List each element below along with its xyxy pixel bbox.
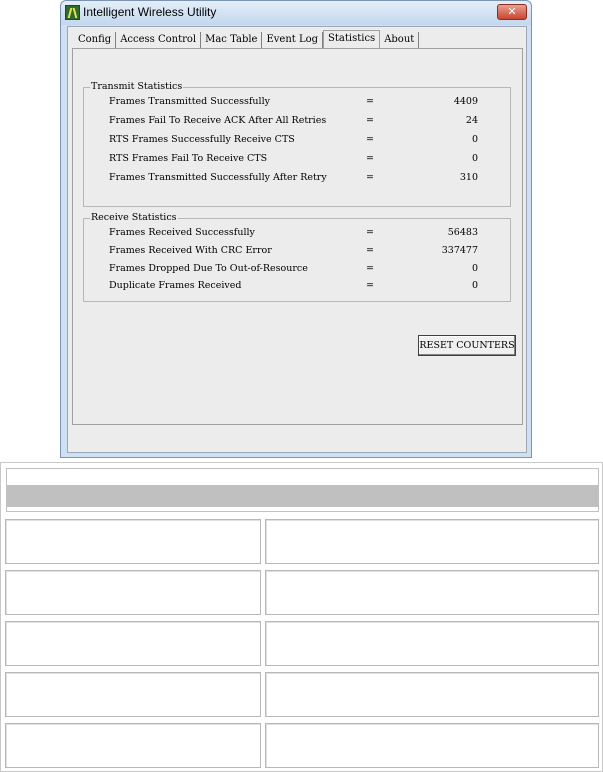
table-header: [7, 485, 598, 507]
tab-strip: [74, 30, 419, 48]
stat-value: 0: [471, 153, 478, 164]
table-cell: [5, 519, 261, 564]
table-cell: [265, 621, 599, 666]
stat-value: 0: [471, 134, 478, 145]
table-cell: [5, 570, 261, 615]
wireless-app-icon: [65, 5, 80, 20]
stat-label: Frames Dropped Due To Out-of-Resource: [109, 263, 308, 274]
table-cell: [265, 519, 599, 564]
stat-label: Frames Received With CRC Error: [109, 245, 272, 256]
receive-row: [84, 280, 510, 294]
close-button[interactable]: ✕: [497, 4, 527, 20]
stat-equals: =: [366, 115, 374, 126]
transmit-row: [84, 96, 510, 110]
app-window: [60, 0, 532, 458]
tab-event-log[interactable]: Event Log: [262, 32, 323, 48]
stat-label: Frames Received Successfully: [109, 227, 255, 238]
stat-label: Duplicate Frames Received: [109, 280, 242, 291]
stat-equals: =: [366, 96, 374, 107]
table-cell: [5, 723, 261, 768]
table-cell: [265, 672, 599, 717]
tab-about[interactable]: About: [380, 32, 419, 48]
stat-value: 56483: [447, 227, 478, 238]
transmit-row: [84, 172, 510, 186]
reset-counters-button[interactable]: RESET COUNTERS: [418, 335, 516, 356]
table-cell: [265, 723, 599, 768]
table-cell: [265, 570, 599, 615]
stat-label: Frames Transmitted Successfully After Retry: [109, 172, 327, 183]
stat-label: Frames Fail To Receive ACK After All Retries: [109, 115, 327, 126]
stat-equals: =: [366, 245, 374, 256]
stat-value: 337477: [441, 245, 478, 256]
title-bar[interactable]: [61, 1, 531, 25]
stat-label: RTS Frames Successfully Receive CTS: [109, 134, 295, 145]
tab-mac-table[interactable]: Mac Table: [201, 32, 262, 48]
stat-equals: =: [366, 153, 374, 164]
receive-statistics-title: Receive Statistics: [91, 212, 177, 223]
receive-row: [84, 227, 510, 241]
stat-value: 0: [471, 280, 478, 291]
receive-statistics-group: [83, 212, 511, 302]
description-table: [0, 462, 603, 772]
stat-value: 4409: [453, 96, 478, 107]
statistics-panel: [72, 48, 523, 425]
client-area: [67, 26, 527, 453]
tab-access-control[interactable]: Access Control: [116, 32, 201, 48]
transmit-statistics-group: [83, 81, 511, 207]
table-header-wrap: [6, 468, 599, 512]
stat-equals: =: [366, 280, 374, 291]
table-cell: [5, 672, 261, 717]
transmit-row: [84, 134, 510, 148]
stat-label: RTS Frames Fail To Receive CTS: [109, 153, 268, 164]
transmit-row: [84, 153, 510, 167]
stat-equals: =: [366, 263, 374, 274]
stat-label: Frames Transmitted Successfully: [109, 96, 270, 107]
window-title: Intelligent Wireless Utility: [83, 5, 217, 19]
transmit-statistics-title: Transmit Statistics: [91, 81, 183, 92]
receive-row: [84, 245, 510, 259]
stat-value: 0: [471, 263, 478, 274]
tab-config[interactable]: Config: [74, 32, 116, 48]
stat-value: 310: [459, 172, 478, 183]
tab-statistics[interactable]: Statistics: [323, 30, 380, 49]
stat-equals: =: [366, 227, 374, 238]
stat-equals: =: [366, 172, 374, 183]
table-cell: [5, 621, 261, 666]
stat-value: 24: [465, 115, 478, 126]
stat-equals: =: [366, 134, 374, 145]
receive-row: [84, 263, 510, 277]
transmit-row: [84, 115, 510, 129]
